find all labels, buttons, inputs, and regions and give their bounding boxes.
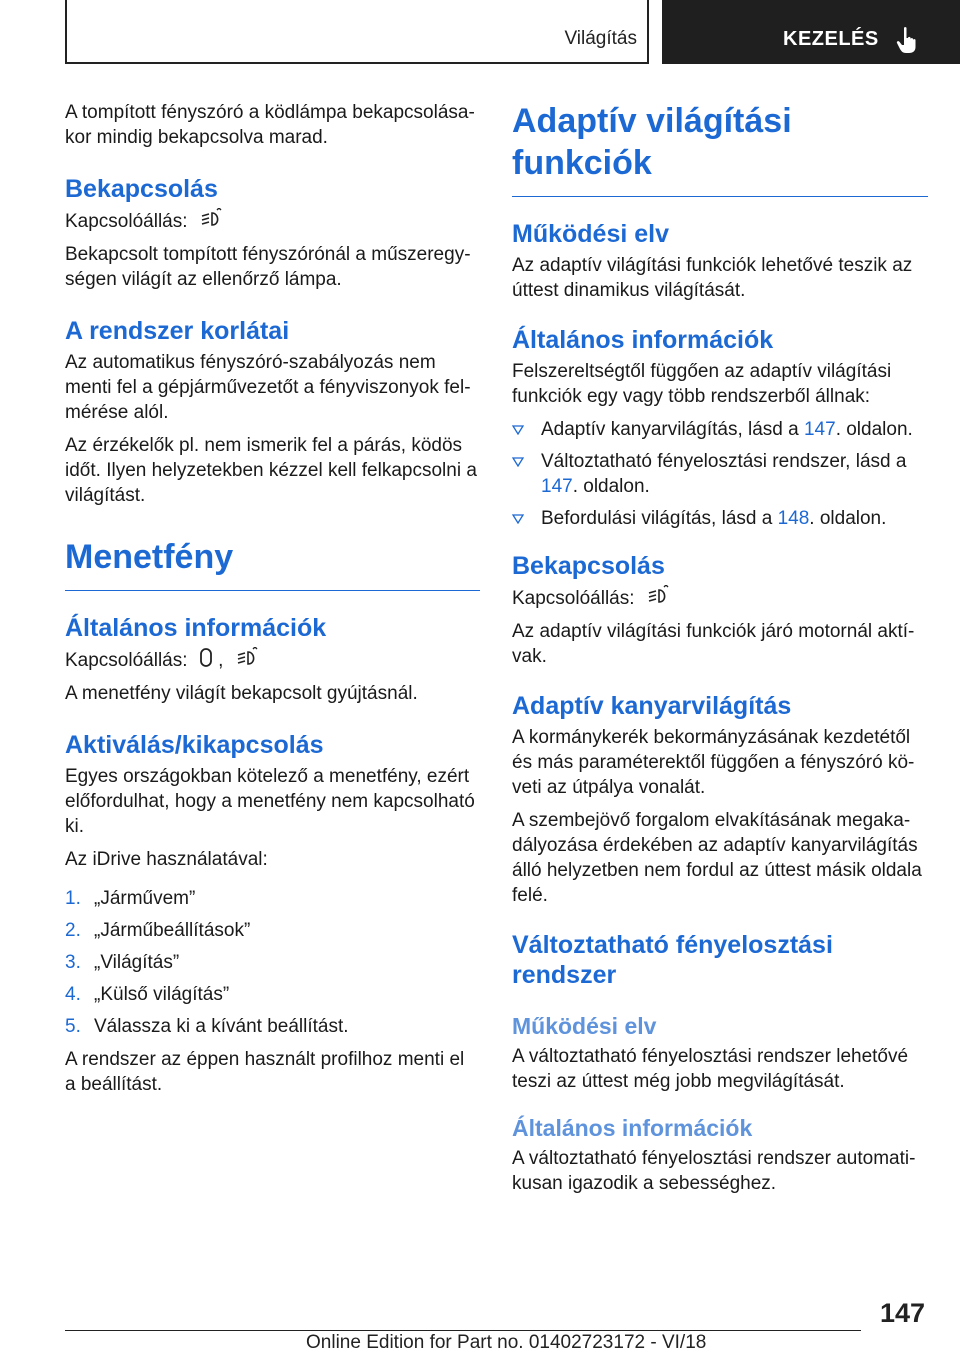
activation-paragraph-2: Az iDrive használatával:	[65, 849, 268, 870]
pointing-hand-icon	[895, 26, 919, 54]
heading-adaptiv-kanyarvilagitas: Adaptív kanyarvilágítás	[512, 692, 792, 720]
activation-paragraph-3: A rendszer az éppen használt profilhoz menti el a beállítást.	[65, 1049, 465, 1095]
header-section-title: Világítás	[564, 28, 637, 49]
list-item: Változtatható fényelosztási rendszer, lásd a 147. oldalon.	[512, 449, 928, 499]
heading-menetfeny: Menetfény	[65, 536, 480, 591]
list-item: Adaptív kanyarvilágítás, lásd a 147. oldalon.	[512, 417, 928, 442]
low-beam-headlight-icon	[199, 208, 223, 230]
heading-rendszer-korlatai: A rendszer korlátai	[65, 317, 290, 345]
page-reference-link[interactable]: 147	[541, 476, 573, 497]
footer-divider	[65, 1330, 861, 1331]
intro-paragraph: A tompított fényszóró a ködlámpa bekapcsolása-kor mindig bekapcsolva marad.	[65, 102, 475, 148]
switch-position-line-3: Kapcsolóállás:	[512, 585, 928, 611]
heading-aktivalas: Aktiválás/kikapcsolás	[65, 731, 324, 759]
subheading-mukodesi-elv: Működési elv	[512, 1013, 657, 1039]
page-number: 147	[880, 1298, 926, 1328]
header-chapter-tab	[662, 0, 960, 64]
activation-paragraph-1: Egyes országokban kötelező a menetfény, ezért előfordulhat, hogy a menetfény nem kapcsolható ki.	[65, 766, 475, 837]
list-item: 3. „Világítás”	[65, 952, 180, 973]
adaptive-activation-paragraph: Az adaptív világítási funkciók járó motornál aktí-vak.	[512, 621, 915, 667]
bullet-triangle-icon	[512, 457, 524, 467]
footer-edition: Online Edition for Part no. 01402723172 - VI/18	[306, 1332, 707, 1353]
header-section-box	[65, 0, 649, 64]
heading-altalanos-informaciok-left: Általános információk	[65, 614, 327, 642]
list-item: 4. „Külső világítás”	[65, 984, 230, 1005]
cornering-paragraph-2: A szembejövő forgalom elvakításának megaka-dályozása érdekében az adaptív kanyarvilágítás álló helyzetben nem fordul az úttest másik oldala felé.	[512, 810, 922, 906]
list-item: 1. „Járművem”	[65, 888, 196, 909]
bullet-triangle-icon	[512, 514, 524, 524]
principle-paragraph: Az adaptív világítási funkciók lehetővé teszik az úttest dinamikus világítását.	[512, 255, 913, 301]
bekapcsolas-paragraph: Bekapcsolt tompított fényszórónál a műszeregy-ségen világít az ellenőrző lámpa.	[65, 244, 471, 290]
heading-adaptiv-vilagitasi-funkciok: Adaptív világítási funkciók	[512, 100, 928, 197]
heading-altalanos-informaciok-right: Általános információk	[512, 326, 774, 354]
heading-valtoztathato-fenyelosztasi-rendszer: Változtatható fényelosztási rendszer	[512, 931, 833, 989]
bullet-triangle-icon	[512, 425, 524, 435]
switch-position-line: Kapcsolóállás:	[65, 208, 480, 234]
idrive-steps-list	[65, 886, 480, 1039]
switch-off-icon	[199, 647, 213, 669]
list-item: Befordulási világítás, lásd a 148. oldalon.	[512, 506, 928, 531]
limits-paragraph-2: Az érzékelők pl. nem ismerik fel a párás, ködös időt. Ilyen helyzetekben kézzel kell felkapcsolni a világítást.	[65, 435, 477, 506]
low-beam-headlight-icon	[646, 585, 670, 607]
list-item: 2. „Járműbeállítások”	[65, 920, 251, 941]
menetfeny-paragraph: A menetfény világít bekapcsolt gyújtásnál.	[65, 683, 418, 704]
page-reference-link[interactable]: 147	[803, 419, 836, 440]
heading-mukodesi-elv: Működési elv	[512, 220, 669, 248]
switch-position-line-2: Kapcsolóállás: ,	[65, 647, 480, 673]
general-info-paragraph: Felszereltségtől függően az adaptív világítási funkciók egy vagy több rendszerből állnak:	[512, 361, 892, 407]
subheading-altalanos-informaciok: Általános információk	[512, 1115, 753, 1141]
list-item: 5. Válassza ki a kívánt beállítást.	[65, 1016, 349, 1037]
right-column	[512, 100, 928, 1204]
cornering-paragraph-1: A kormánykerék bekormányzásának kezdetétől és más paraméterektől függően a fényszóró kö-veti az útpálya vonalát.	[512, 727, 915, 798]
left-column	[65, 100, 480, 1105]
variable-light-paragraph: A változtatható fényelosztási rendszer lehetővé teszi az úttest még jobb megvilágítását.	[512, 1046, 909, 1092]
low-beam-headlight-icon	[235, 647, 259, 669]
adaptive-systems-list	[512, 417, 928, 531]
limits-paragraph-1: Az automatikus fényszóró-szabályozás nem menti fel a gépjárművezetőt a fényviszonyok fel-mérése alól.	[65, 352, 471, 423]
variable-light-info-paragraph: A változtatható fényelosztási rendszer automati-kusan igazodik a sebességhez.	[512, 1148, 916, 1194]
header-chapter-label: KEZELÉS	[783, 28, 879, 50]
heading-bekapcsolas: Bekapcsolás	[65, 175, 218, 203]
page-reference-link[interactable]: 148	[777, 508, 810, 529]
heading-bekapcsolas-right: Bekapcsolás	[512, 552, 665, 580]
